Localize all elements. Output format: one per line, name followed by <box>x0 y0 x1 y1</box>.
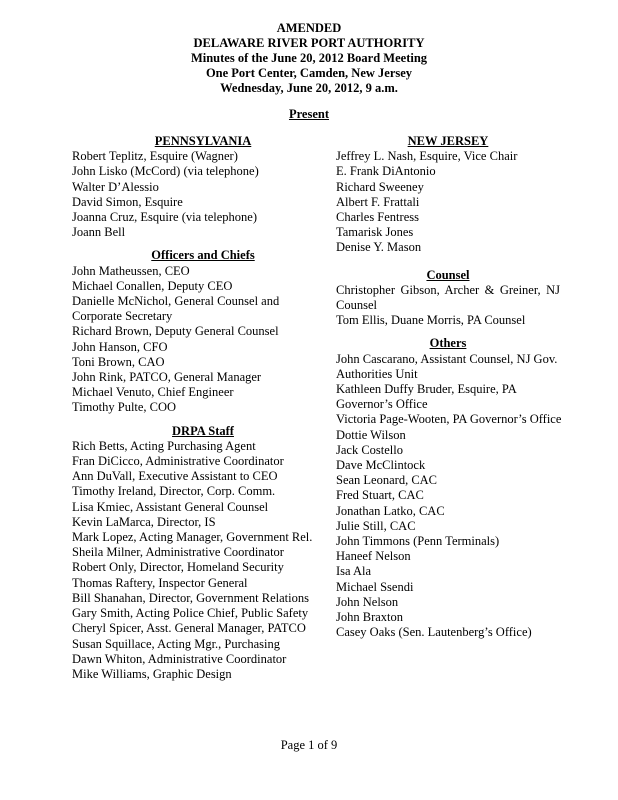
header-organization: DELAWARE RIVER PORT AUTHORITY <box>193 36 425 50</box>
attendee-item: John Braxton <box>336 610 404 625</box>
attendee-item: Fred Stuart, CAC <box>336 488 424 503</box>
attendee-item: Denise Y. Mason <box>336 240 422 255</box>
attendee-item: Lisa Kmiec, Assistant General Counsel <box>72 499 269 514</box>
attendee-item: Timothy Pulte, COO <box>72 400 177 415</box>
officers-section <box>72 248 334 415</box>
counsel-section <box>336 268 560 329</box>
attendee-item: Sean Leonard, CAC <box>336 473 438 488</box>
attendee-item: John Hanson, CFO <box>72 339 168 354</box>
attendee-item: John Nelson <box>336 594 399 609</box>
attendee-item: Kevin LaMarca, Director, IS <box>72 514 216 529</box>
attendee-item: Jonathan Latko, CAC <box>336 503 445 518</box>
attendee-item: Charles Fentress <box>336 210 419 225</box>
attendee-item: Cheryl Spicer, Asst. General Manager, PATCO <box>72 621 306 636</box>
attendee-item: John Timmons (Penn Terminals) <box>336 534 500 549</box>
others-heading: Others <box>429 336 467 351</box>
attendee-item: Rich Betts, Acting Purchasing Agent <box>72 438 256 453</box>
attendee-item: Dottie Wilson <box>336 427 406 442</box>
attendee-item: Jeffrey L. Nash, Esquire, Vice Chair <box>336 149 518 164</box>
attendee-item: Haneef Nelson <box>336 549 411 564</box>
attendee-item: Dave McClintock <box>336 458 426 473</box>
new-jersey-section <box>336 134 560 256</box>
attendee-item: Timothy Ireland, Director, Corp. Comm. <box>72 484 276 499</box>
pennsylvania-heading: PENNSYLVANIA <box>154 134 252 148</box>
attendee-item: Mike Williams, Graphic Design <box>72 666 232 681</box>
attendee-item: John Cascarano, Assistant Counsel, NJ Gov. Authorities Unit <box>336 351 558 381</box>
page-number: Page 1 of 9 <box>280 738 338 752</box>
attendee-item: Jack Costello <box>336 442 404 457</box>
attendee-item: Sheila Milner, Administrative Coordinator <box>72 545 284 560</box>
attendee-item: John Lisko (McCord) (via telephone) <box>72 164 259 179</box>
counsel-heading: Counsel <box>426 267 470 282</box>
attendee-item: Casey Oaks (Sen. Lautenberg’s Office) <box>336 625 532 640</box>
header-amended: AMENDED <box>276 21 342 35</box>
present-heading: Present <box>288 107 330 121</box>
attendee-item: John Rink, PATCO, General Manager <box>72 370 262 385</box>
attendee-item: Fran DiCicco, Administrative Coordinator <box>72 454 284 469</box>
attendee-item: Joanna Cruz, Esquire (via telephone) <box>72 210 258 225</box>
attendee-item: Susan Squillace, Acting Mgr., Purchasing <box>72 636 280 651</box>
attendee-item: Thomas Raftery, Inspector General <box>72 575 248 590</box>
header-meeting-title: Minutes of the June 20, 2012 Board Meeting <box>190 51 428 65</box>
right-column <box>336 134 560 649</box>
attendee-item: John Matheussen, CEO <box>72 263 190 278</box>
attendee-item: Richard Brown, Deputy General Counsel <box>72 324 279 339</box>
attendee-item: Danielle McNichol, General Counsel and Corporate Secretary <box>72 294 280 324</box>
attendee-item: Toni Brown, CAO <box>72 354 165 369</box>
attendee-item: Julie Still, CAC <box>336 518 416 533</box>
attendee-item: Walter D’Alessio <box>72 179 159 194</box>
attendee-item: Mark Lopez, Acting Manager, Government Rel. <box>72 530 313 545</box>
attendee-item: Christopher Gibson, Archer & Greiner, NJ Counsel <box>336 282 560 313</box>
attendee-item: Kathleen Duffy Bruder, Esquire, PA Governor’s Office <box>336 382 517 412</box>
left-column <box>72 134 334 690</box>
attendee-item: Albert F. Frattali <box>336 194 420 209</box>
attendee-item: Robert Only, Director, Homeland Security <box>72 560 284 575</box>
attendee-item: Dawn Whiton, Administrative Coordinator <box>72 651 287 666</box>
attendee-item: Tom Ellis, Duane Morris, PA Counsel <box>336 313 526 328</box>
attendee-item: E. Frank DiAntonio <box>336 164 436 179</box>
attendee-item: Isa Ala <box>336 564 372 579</box>
document-header <box>0 21 618 96</box>
attendee-item: Ann DuVall, Executive Assistant to CEO <box>72 469 278 484</box>
attendee-item: Robert Teplitz, Esquire (Wagner) <box>72 149 238 164</box>
attendee-item: David Simon, Esquire <box>72 194 183 209</box>
attendee-item: Gary Smith, Acting Police Chief, Public Safety <box>72 606 309 621</box>
drpa-staff-section <box>72 424 334 682</box>
attendee-item: Michael Ssendi <box>336 579 414 594</box>
officers-heading: Officers and Chiefs <box>151 248 255 263</box>
header-location: One Port Center, Camden, New Jersey <box>205 66 413 80</box>
others-section <box>336 336 560 640</box>
attendee-item: Tamarisk Jones <box>336 225 414 240</box>
header-date: Wednesday, June 20, 2012, 9 a.m. <box>220 81 398 95</box>
drpa-staff-heading: DRPA Staff <box>172 423 234 438</box>
new-jersey-heading: NEW JERSEY <box>407 134 489 148</box>
attendee-item: Joann Bell <box>72 225 126 240</box>
pennsylvania-section <box>72 134 334 240</box>
attendee-item: Michael Venuto, Chief Engineer <box>72 385 234 400</box>
attendee-item: Richard Sweeney <box>336 179 424 194</box>
attendee-item: Bill Shanahan, Director, Government Relations <box>72 590 309 605</box>
attendee-item: Victoria Page-Wooten, PA Governor’s Office <box>336 412 562 427</box>
attendee-item: Michael Conallen, Deputy CEO <box>72 278 233 293</box>
